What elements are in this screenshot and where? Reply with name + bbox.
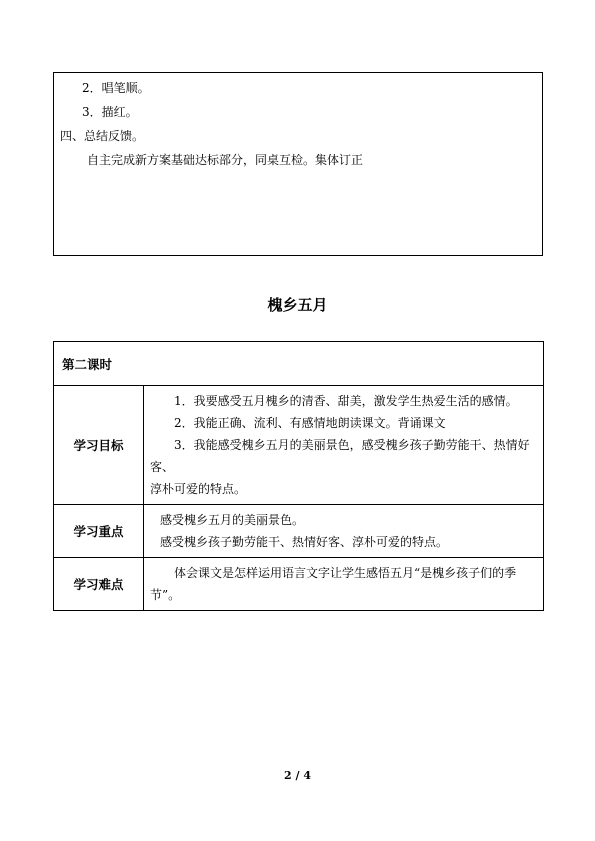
body-text: 自主完成新方案基础达标部分，同桌互检。集体订正 [87,153,364,167]
page-title: 槐乡五月 [267,296,328,314]
row-line: 体会课文是怎样运用语言文字让学生感悟五月“是槐乡孩子们的季 [174,566,517,580]
step-text: 3．描红。 [82,105,138,119]
row-line: 1．我要感受五月槐乡的清香、甜美，激发学生热爱生活的感情。 [174,394,518,408]
row-line: 3．我能感受槐乡五月的美丽景色，感受槐乡孩子勤劳能干、热情好客、 [150,438,530,474]
section-heading: 四、总结反馈。 [60,129,145,143]
lesson-table [53,341,544,611]
row-line: 感受槐乡孩子勤劳能干、热情好客、淳朴可爱的特点。 [160,535,449,549]
row-content [144,558,544,611]
row-content [144,386,544,505]
table-row [54,386,544,505]
page-number: 2 / 4 [284,769,311,782]
previous-lesson-box [53,72,543,256]
row-content [144,505,544,558]
row-label: 学习目标 [54,386,144,505]
table-header-row [54,342,544,386]
table-header: 第二课时 [54,342,544,386]
table-row [54,505,544,558]
table-row [54,558,544,611]
row-line: 感受槐乡五月的美丽景色。 [160,513,305,527]
row-line: 2．我能正确、流利、有感情地朗读课文。背诵课文 [174,416,446,430]
row-label: 学习难点 [54,558,144,611]
step-text: 2．唱笔顺。 [82,81,150,95]
row-line: 淳朴可爱的特点。 [150,482,247,496]
row-label: 学习重点 [54,505,144,558]
row-line: 节”。 [150,588,181,602]
